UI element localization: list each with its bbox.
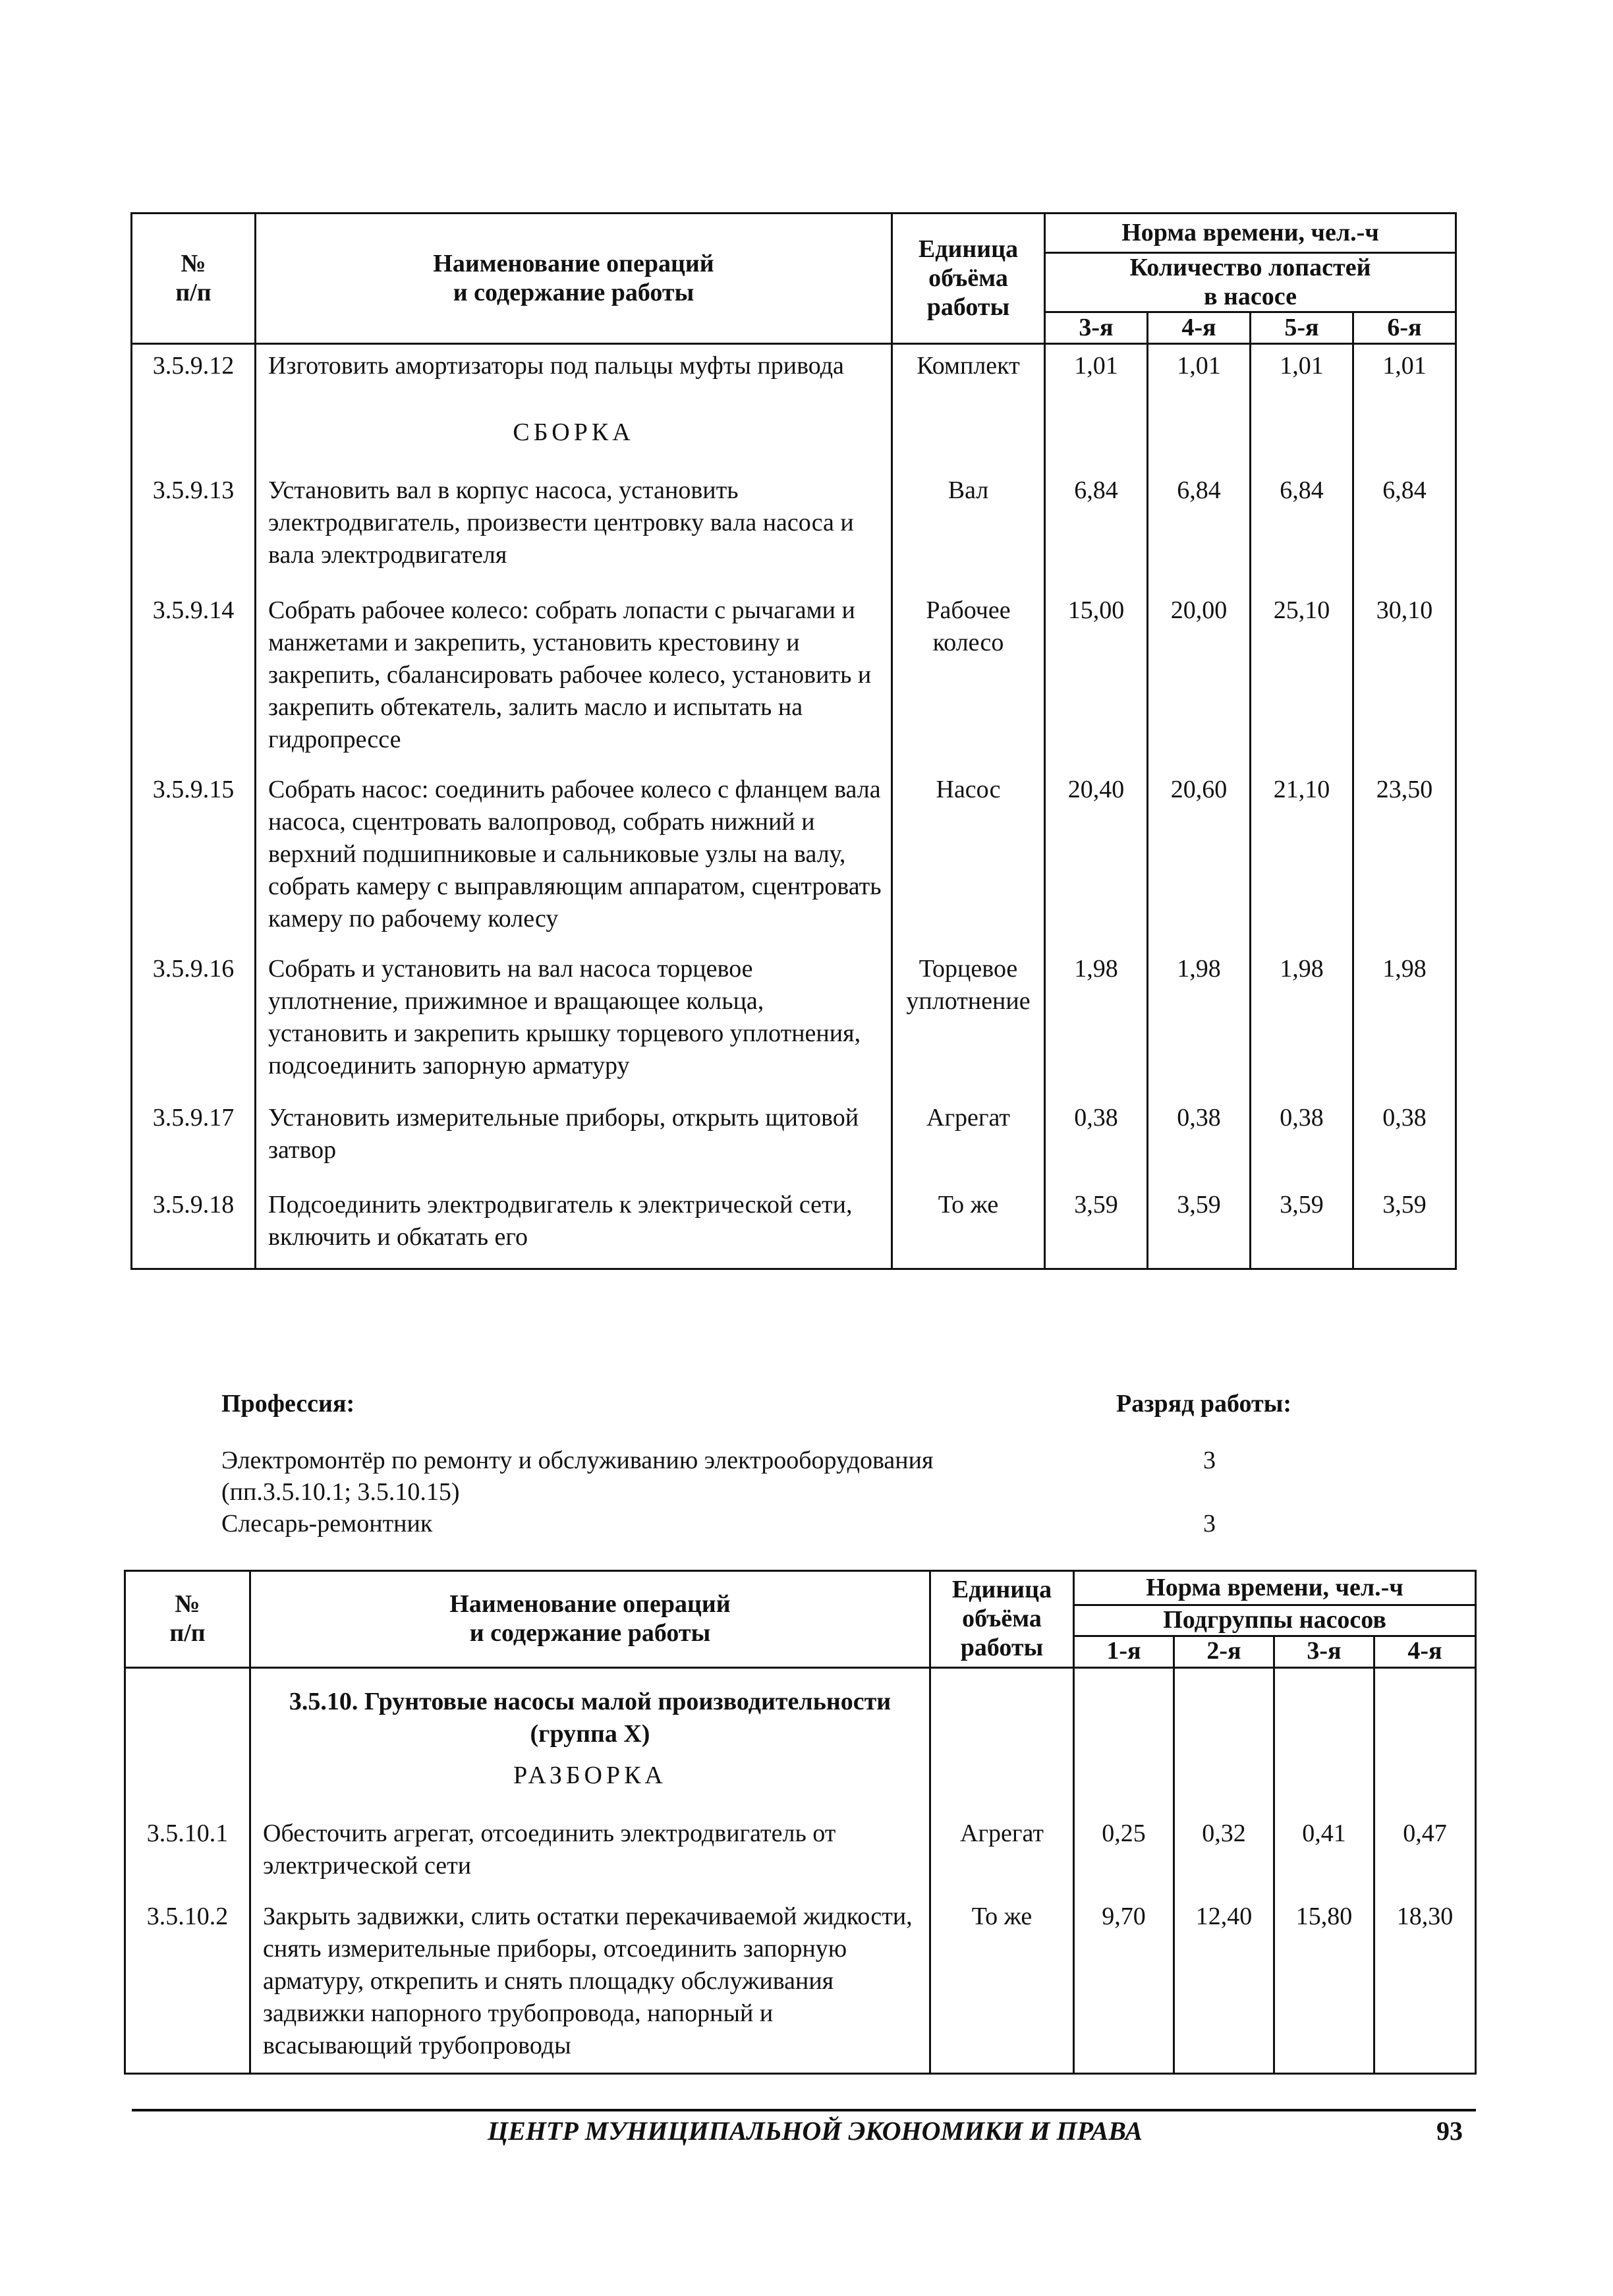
row-text: Установить измерительные приборы, открыть щитовой затвор bbox=[256, 1097, 892, 1184]
grade-label: Разряд работы: bbox=[1116, 1390, 1292, 1418]
col-name-header: Наименование операций и содержание работы bbox=[250, 1571, 930, 1668]
row-value: 1,01 bbox=[1045, 344, 1148, 416]
table-row bbox=[132, 1184, 1456, 1269]
col-header: 3-я bbox=[1274, 1636, 1374, 1667]
row-value: 1,01 bbox=[1148, 344, 1251, 416]
row-num: 3.5.10.2 bbox=[125, 1895, 250, 2073]
row-text: Обесточить агрегат, отсоединить электродвигатель от электрической сети bbox=[250, 1812, 930, 1895]
table-row bbox=[125, 1895, 1476, 2073]
table-row bbox=[132, 589, 1456, 768]
row-unit: Комплект bbox=[892, 344, 1045, 416]
col-header: 4-я bbox=[1148, 312, 1251, 344]
row-value: 1,98 bbox=[1148, 948, 1251, 1097]
row-value: 1,01 bbox=[1251, 344, 1353, 416]
norm-header: Норма времени, чел.-ч bbox=[1074, 1571, 1476, 1605]
row-unit: Агрегат bbox=[892, 1097, 1045, 1184]
col-header: 6-я bbox=[1353, 312, 1456, 344]
subsection-title: 3.5.10. Грунтовые насосы малой производительности (группа X) bbox=[250, 1667, 930, 1760]
row-value: 0,25 bbox=[1074, 1812, 1174, 1895]
row-value: 1,01 bbox=[1353, 344, 1456, 416]
col-header: 3-я bbox=[1045, 312, 1148, 344]
norm-header: Норма времени, чел.-ч bbox=[1045, 214, 1456, 253]
col-header: 4-я bbox=[1374, 1636, 1476, 1667]
section-title-assembly: СБОРКА bbox=[256, 416, 892, 469]
row-value: 3,59 bbox=[1148, 1184, 1251, 1269]
row-value: 0,47 bbox=[1374, 1812, 1476, 1895]
row-value: 20,40 bbox=[1045, 768, 1148, 948]
row-value: 0,38 bbox=[1353, 1097, 1456, 1184]
section-title-disassembly: РАЗБОРКА bbox=[250, 1760, 930, 1812]
profession-name: Слесарь-ремонтник bbox=[221, 1510, 433, 1537]
table-row bbox=[132, 1097, 1456, 1184]
table-row bbox=[125, 1812, 1476, 1895]
col-header: 2-я bbox=[1174, 1636, 1274, 1667]
row-value: 1,98 bbox=[1251, 948, 1353, 1097]
row-unit: Насос bbox=[892, 768, 1045, 948]
row-value: 3,59 bbox=[1045, 1184, 1148, 1269]
col-header: 5-я bbox=[1251, 312, 1353, 344]
row-value: 0,38 bbox=[1045, 1097, 1148, 1184]
group-header: Подгруппы насосов bbox=[1074, 1605, 1476, 1636]
row-value: 20,60 bbox=[1148, 768, 1251, 948]
row-text: Собрать насос: соединить рабочее колесо с фланцем вала насоса, сцентровать валопровод, собрать нижний и верхний подшипниковые и сальниковые узлы на валу, собрать камеру с выправляющим аппаратом, сцентровать камеру по рабочему колесу bbox=[256, 768, 892, 948]
norms-table-1 bbox=[130, 212, 1457, 1270]
row-unit: То же bbox=[930, 1895, 1074, 2073]
row-num: 3.5.9.17 bbox=[132, 1097, 256, 1184]
row-value: 23,50 bbox=[1353, 768, 1456, 948]
row-text: Собрать рабочее колесо: собрать лопасти с рычагами и манжетами и закрепить, установить крестовину и закрепить, сбалансировать рабочее колесо, установить и закрепить обтекатель, залить масло и испытать на гидропрессе bbox=[256, 589, 892, 768]
footer-publisher: ЦЕНТР МУНИЦИПАЛЬНОЙ ЭКОНОМИКИ И ПРАВА bbox=[488, 2116, 1143, 2146]
row-value: 30,10 bbox=[1353, 589, 1456, 768]
profession-label: Профессия: bbox=[221, 1390, 355, 1418]
col-unit-header: Единица объёма работы bbox=[892, 214, 1045, 344]
footer-rule bbox=[132, 2109, 1476, 2111]
row-text: Закрыть задвижки, слить остатки перекачиваемой жидкости, снять измерительные приборы, отсоединить запорную арматуру, открепить и снять площадку обслуживания задвижки напорного трубопровода, напорный и всасывающий трубопроводы bbox=[250, 1895, 930, 2073]
row-unit: Вал bbox=[892, 469, 1045, 589]
row-unit: Агрегат bbox=[930, 1812, 1074, 1895]
profession-note: (пп.3.5.10.1; 3.5.10.15) bbox=[221, 1478, 460, 1506]
row-unit: То же bbox=[892, 1184, 1045, 1269]
row-value: 15,00 bbox=[1045, 589, 1148, 768]
row-text: Установить вал в корпус насоса, установить электродвигатель, произвести центровку вала насоса и вала электродвигателя bbox=[256, 469, 892, 589]
row-value: 20,00 bbox=[1148, 589, 1251, 768]
row-value: 15,80 bbox=[1274, 1895, 1374, 2073]
col-header: 1-я bbox=[1074, 1636, 1174, 1667]
group-header: Количество лопастей в насосе bbox=[1045, 253, 1456, 312]
col-num-header: № п/п bbox=[125, 1571, 250, 1668]
col-name-header: Наименование операций и содержание работы bbox=[256, 214, 892, 344]
table-row bbox=[132, 344, 1456, 416]
row-value: 12,40 bbox=[1174, 1895, 1274, 2073]
norms-table-2 bbox=[124, 1570, 1477, 2075]
row-num: 3.5.9.15 bbox=[132, 768, 256, 948]
table-row bbox=[132, 768, 1456, 948]
row-unit: Торцевое уплотнение bbox=[892, 948, 1045, 1097]
row-num: 3.5.9.14 bbox=[132, 589, 256, 768]
row-text: Подсоединить электродвигатель к электрической сети, включить и обкатать его bbox=[256, 1184, 892, 1269]
row-unit: Рабочее колесо bbox=[892, 589, 1045, 768]
table-row bbox=[132, 948, 1456, 1097]
row-value: 3,59 bbox=[1353, 1184, 1456, 1269]
row-value: 6,84 bbox=[1353, 469, 1456, 589]
row-num: 3.5.9.12 bbox=[132, 344, 256, 416]
row-value: 0,38 bbox=[1251, 1097, 1353, 1184]
row-value: 21,10 bbox=[1251, 768, 1353, 948]
profession-grade: 3 bbox=[1203, 1447, 1216, 1474]
row-text: Изготовить амортизаторы под пальцы муфты привода bbox=[256, 344, 892, 416]
page-number: 93 bbox=[1436, 2116, 1463, 2146]
row-value: 1,98 bbox=[1353, 948, 1456, 1097]
row-value: 9,70 bbox=[1074, 1895, 1174, 2073]
profession-name: Электромонтёр по ремонту и обслуживанию электрооборудования bbox=[221, 1447, 934, 1474]
row-value: 1,98 bbox=[1045, 948, 1148, 1097]
row-value: 3,59 bbox=[1251, 1184, 1353, 1269]
profession-grade: 3 bbox=[1203, 1510, 1216, 1537]
table-row bbox=[132, 469, 1456, 589]
row-num: 3.5.9.16 bbox=[132, 948, 256, 1097]
row-num: 3.5.10.1 bbox=[125, 1812, 250, 1895]
row-value: 6,84 bbox=[1251, 469, 1353, 589]
col-unit-header: Единица объёма работы bbox=[930, 1571, 1074, 1668]
row-value: 6,84 bbox=[1148, 469, 1251, 589]
row-value: 0,32 bbox=[1174, 1812, 1274, 1895]
row-value: 25,10 bbox=[1251, 589, 1353, 768]
row-value: 6,84 bbox=[1045, 469, 1148, 589]
row-num: 3.5.9.13 bbox=[132, 469, 256, 589]
row-text: Собрать и установить на вал насоса торцевое уплотнение, прижимное и вращающее кольца, установить и закрепить крышку торцевого уплотнения, подсоединить запорную арматуру bbox=[256, 948, 892, 1097]
row-value: 0,41 bbox=[1274, 1812, 1374, 1895]
row-value: 18,30 bbox=[1374, 1895, 1476, 2073]
col-num-header: № п/п bbox=[132, 214, 256, 344]
row-num: 3.5.9.18 bbox=[132, 1184, 256, 1269]
row-value: 0,38 bbox=[1148, 1097, 1251, 1184]
